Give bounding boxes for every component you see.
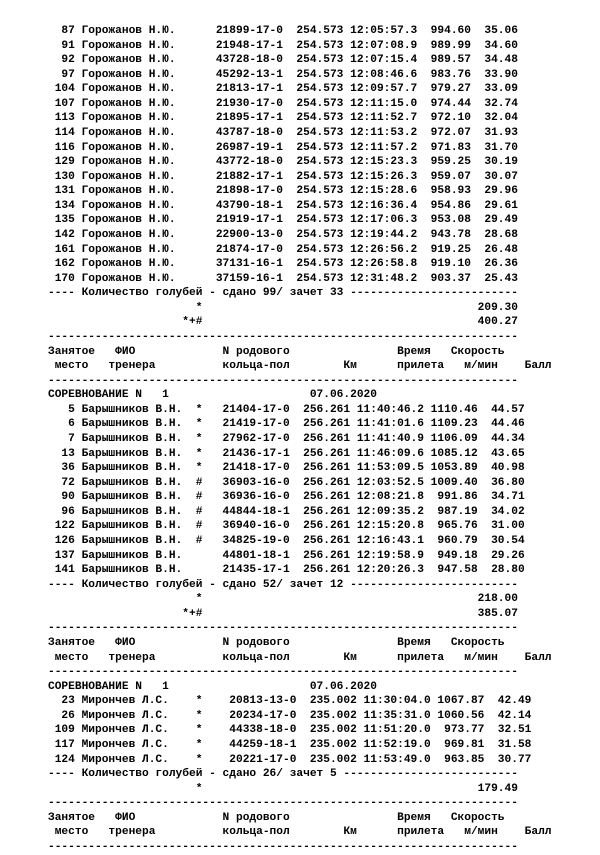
result-row: 91 Горожанов Н.Ю. 21948-17-1 254.573 12:07:08.9 989.99 34.60	[48, 39, 518, 52]
result-row: 92 Горожанов Н.Ю. 43728-18-0 254.573 12:07:15.4 989.57 34.48	[48, 54, 518, 67]
result-row: 137 Барышников В.Н. 44801-18-1 256.261 12:19:58.9 949.18 29.26	[48, 549, 525, 562]
result-row: 130 Горожанов Н.Ю. 21882-17-1 254.573 12:15:26.3 959.07 30.07	[48, 170, 518, 183]
result-row: 162 Горожанов Н.Ю. 37131-16-1 254.573 12:26:58.8 919.10 26.36	[48, 258, 518, 271]
divider: ----------------------------------------------------------------------	[48, 622, 518, 635]
result-row: 114 Горожанов Н.Ю. 43787-18-0 254.573 12:11:53.2 972.07 31.93	[48, 127, 518, 139]
result-row: 107 Горожанов Н.Ю. 21930-17-0 254.573 12:11:15.0 974.44 32.74	[48, 97, 518, 110]
result-row: 72 Барышников В.Н. # 36903-16-0 256.261 12:03:52.5 1009.40 36.80	[48, 476, 525, 489]
result-row: 7 Барышников В.Н. * 27962-17-0 256.261 11:41:40.9 1106.09 44.34	[48, 433, 525, 445]
column-header: Занятое ФИО N родового Время Скорость	[48, 345, 505, 358]
result-row: 13 Барышников В.Н. * 21436-17-1 256.261 11:46:09.6 1085.12 43.65	[48, 447, 525, 460]
divider: ----------------------------------------------------------------------	[48, 374, 518, 387]
summary-count: ---- Количество голубей - сдано 26/ зачет 5 --------------------------	[48, 768, 518, 781]
result-row: 26 Мирончев Л.С. * 20234-17-0 235.002 11:35:31.0 1060.56 42.14	[48, 709, 532, 722]
result-row: 97 Горожанов Н.Ю. 45292-13-1 254.573 12:08:46.6 983.76 33.90	[48, 68, 518, 81]
competition-title: СОРЕВНОВАНИЕ N 1 07.06.2020	[48, 389, 377, 402]
result-row: 23 Мирончев Л.С. * 20813-13-0 235.002 11:30:04.0 1067.87 42.49	[48, 695, 532, 708]
summary-total: * 218.00	[48, 593, 518, 606]
divider: ----------------------------------------------------------------------	[48, 797, 518, 810]
result-row: 142 Горожанов Н.Ю. 22900-13-0 254.573 12:19:44.2 943.78 28.68	[48, 229, 518, 241]
result-row: 90 Барышников В.Н. # 36936-16-0 256.261 12:08:21.8 991.86 34.71	[48, 491, 525, 504]
result-row: 117 Мирончев Л.С. * 44259-18-1 235.002 11:52:19.0 969.81 31.58	[48, 739, 532, 751]
divider: ----------------------------------------------------------------------	[48, 331, 518, 343]
result-row: 161 Горожанов Н.Ю. 21874-17-0 254.573 12:26:56.2 919.25 26.48	[48, 243, 518, 256]
result-row: 131 Горожанов Н.Ю. 21898-17-0 254.573 12:15:28.6 958.93 29.96	[48, 185, 518, 198]
result-row: 170 Горожанов Н.Ю. 37159-16-1 254.573 12:31:48.2 903.37 25.43	[48, 272, 518, 285]
summary-total: *+# 385.07	[48, 607, 518, 620]
column-header: Занятое ФИО N родового Время Скорость	[48, 637, 505, 649]
summary-total: * 179.49	[48, 782, 518, 795]
result-row: 109 Мирончев Л.С. * 44338-18-0 235.002 11:51:20.0 973.77 32.51	[48, 724, 532, 737]
result-row: 36 Барышников В.Н. * 21418-17-0 256.261 11:53:09.5 1053.89 40.98	[48, 462, 525, 475]
column-header: место тренера кольца-пол Км прилета м/мин Балл	[48, 826, 552, 839]
result-row: 134 Горожанов Н.Ю. 43790-18-1 254.573 12:16:36.4 954.86 29.61	[48, 199, 518, 212]
result-row: 122 Барышников В.Н. # 36940-16-0 256.261 12:15:20.8 965.76 31.00	[48, 520, 525, 533]
result-row: 141 Барышников В.Н. 21435-17-1 256.261 12:20:26.3 947.58 28.80	[48, 564, 525, 577]
result-row: 126 Барышников В.Н. # 34825-19-0 256.261 12:16:43.1 960.79 30.54	[48, 535, 525, 547]
competition-title: СОРЕВНОВАНИЕ N 1 07.06.2020	[48, 680, 377, 693]
divider: ----------------------------------------------------------------------	[48, 666, 518, 679]
summary-count: ---- Количество голубей - сдано 52/ зачет 12 -------------------------	[48, 578, 518, 591]
result-row: 116 Горожанов Н.Ю. 26987-19-1 254.573 12:11:57.2 971.83 31.70	[48, 141, 518, 154]
result-row: 113 Горожанов Н.Ю. 21895-17-1 254.573 12:11:52.7 972.10 32.04	[48, 112, 518, 125]
column-header: Занятое ФИО N родового Время Скорость	[48, 811, 505, 824]
result-row: 87 Горожанов Н.Ю. 21899-17-0 254.573 12:05:57.3 994.60 35.06	[48, 25, 518, 37]
column-header: место тренера кольца-пол Км прилета м/мин Балл	[48, 360, 552, 373]
result-row: 124 Мирончев Л.С. * 20221-17-0 235.002 11:53:49.0 963.85 30.77	[48, 753, 532, 766]
summary-total: *+# 400.27	[48, 316, 518, 329]
result-row: 129 Горожанов Н.Ю. 43772-18-0 254.573 12:15:23.3 959.25 30.19	[48, 156, 518, 169]
divider: ----------------------------------------------------------------------	[48, 841, 518, 853]
result-row: 104 Горожанов Н.Ю. 21813-17-1 254.573 12:09:57.7 979.27 33.09	[48, 83, 518, 96]
column-header: место тренера кольца-пол Км прилета м/мин Балл	[48, 651, 552, 664]
summary-count: ---- Количество голубей - сдано 99/ зачет 33 -------------------------	[48, 287, 518, 300]
summary-total: * 209.30	[48, 301, 518, 314]
result-row: 6 Барышников В.Н. * 21419-17-0 256.261 11:41:01.6 1109.23 44.46	[48, 418, 525, 431]
result-row: 96 Барышников В.Н. # 44844-18-1 256.261 12:09:35.2 987.19 34.02	[48, 505, 525, 518]
result-row: 5 Барышников В.Н. * 21404-17-0 256.261 11:40:46.2 1110.46 44.57	[48, 403, 525, 416]
result-row: 135 Горожанов Н.Ю. 21919-17-1 254.573 12:17:06.3 953.08 29.49	[48, 214, 518, 227]
